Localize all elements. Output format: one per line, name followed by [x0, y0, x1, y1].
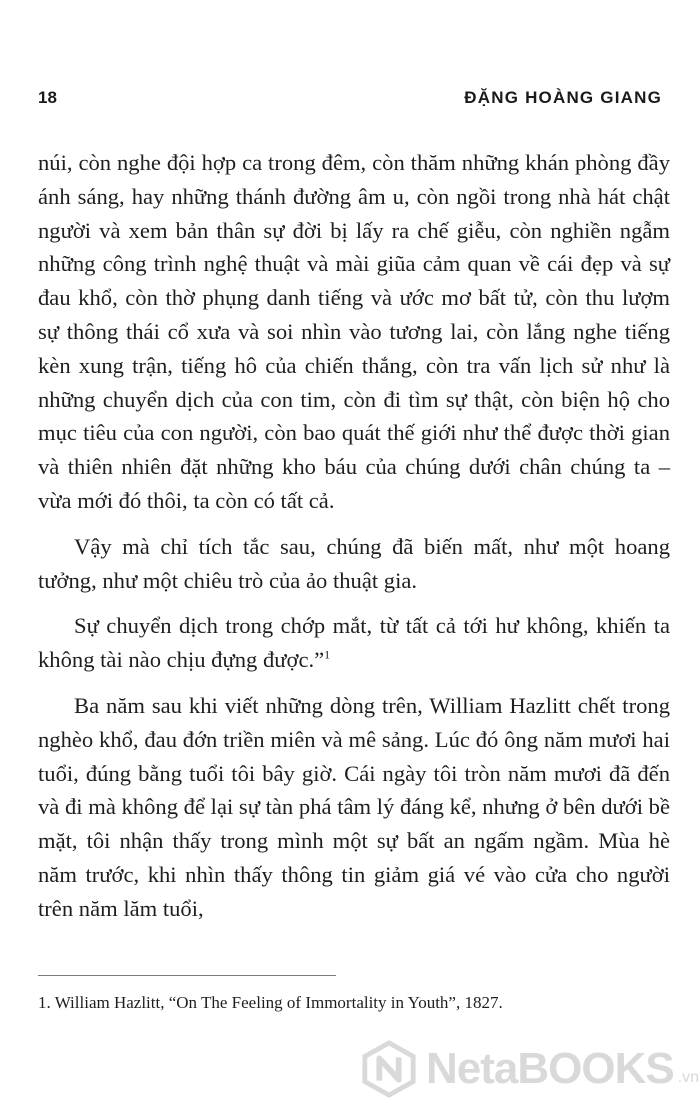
watermark-suffix: .vn	[677, 1069, 700, 1086]
footnote-divider	[38, 975, 336, 976]
body-text	[38, 146, 670, 926]
watermark	[360, 1040, 699, 1098]
paragraph-text: Vậy mà chỉ tích tắc sau, chúng đã biến mất, như một hoang tưởng, như một chiêu trò của ảo thuật gia.	[38, 533, 670, 593]
netabooks-logo-icon	[360, 1040, 418, 1098]
footnote-reference[interactable]: 1	[324, 647, 331, 662]
page-header	[38, 88, 662, 108]
footnote: 1. William Hazlitt, “On The Feeling of Immortality in Youth”, 1827.	[38, 993, 503, 1012]
paragraph	[38, 689, 670, 926]
paragraph	[38, 609, 670, 677]
paragraph-text: Sự chuyển dịch trong chớp mắt, từ tất cả tới hư không, khiến ta không tài nào chịu đựng được.”	[38, 613, 670, 673]
page-number: 18	[38, 88, 57, 107]
paragraph	[38, 530, 670, 598]
paragraph-text: núi, còn nghe đội hợp ca trong đêm, còn thăm những khán phòng đầy ánh sáng, hay những thánh đường âm u, còn ngồi trong nhà hát chật người và xem bản thân sự đời bị lấy ra chế giễu, còn nghiền ngẫm những công trình nghệ thuật và mài giũa cảm quan về cái đẹp và sự đau khổ, còn thờ phụng danh tiếng và ước mơ bất tử, còn thu lượm sự thông thái cổ xưa và soi nhìn vào tương lai, còn lắng nghe tiếng kèn xung trận, tiếng hô của chiến thắng, còn tra vấn lịch sử như là những chuyển dịch của con tim, còn đi tìm sự thật, còn biện hộ cho mục tiêu của con người, còn bao quát thế giới như thể được thời gian và thiên nhiên đặt những kho báu của chúng dưới chân chúng ta – vừa mới đó thôi, ta còn có tất cả.	[38, 150, 670, 513]
watermark-brand: NetaBOOKS	[426, 1044, 674, 1093]
paragraph	[38, 146, 670, 518]
running-head-author: ĐẶNG HOÀNG GIANG	[464, 88, 662, 107]
paragraph-text: Ba năm sau khi viết những dòng trên, William Hazlitt chết trong nghèo khổ, đau đớn triền miên và mê sảng. Lúc đó ông năm mươi hai tuổi, đúng bằng tuổi tôi bây giờ. Cái ngày tôi tròn năm mươi đã đến và đi mà không để lại sự tàn phá tâm lý đáng kể, nhưng ở bên dưới bề mặt, tôi nhận thấy trong mình một sự bất an ngấm ngầm. Mùa hè năm trước, khi nhìn thấy thông tin giảm giá vé vào cửa cho người trên năm lăm tuổi,	[38, 692, 670, 921]
